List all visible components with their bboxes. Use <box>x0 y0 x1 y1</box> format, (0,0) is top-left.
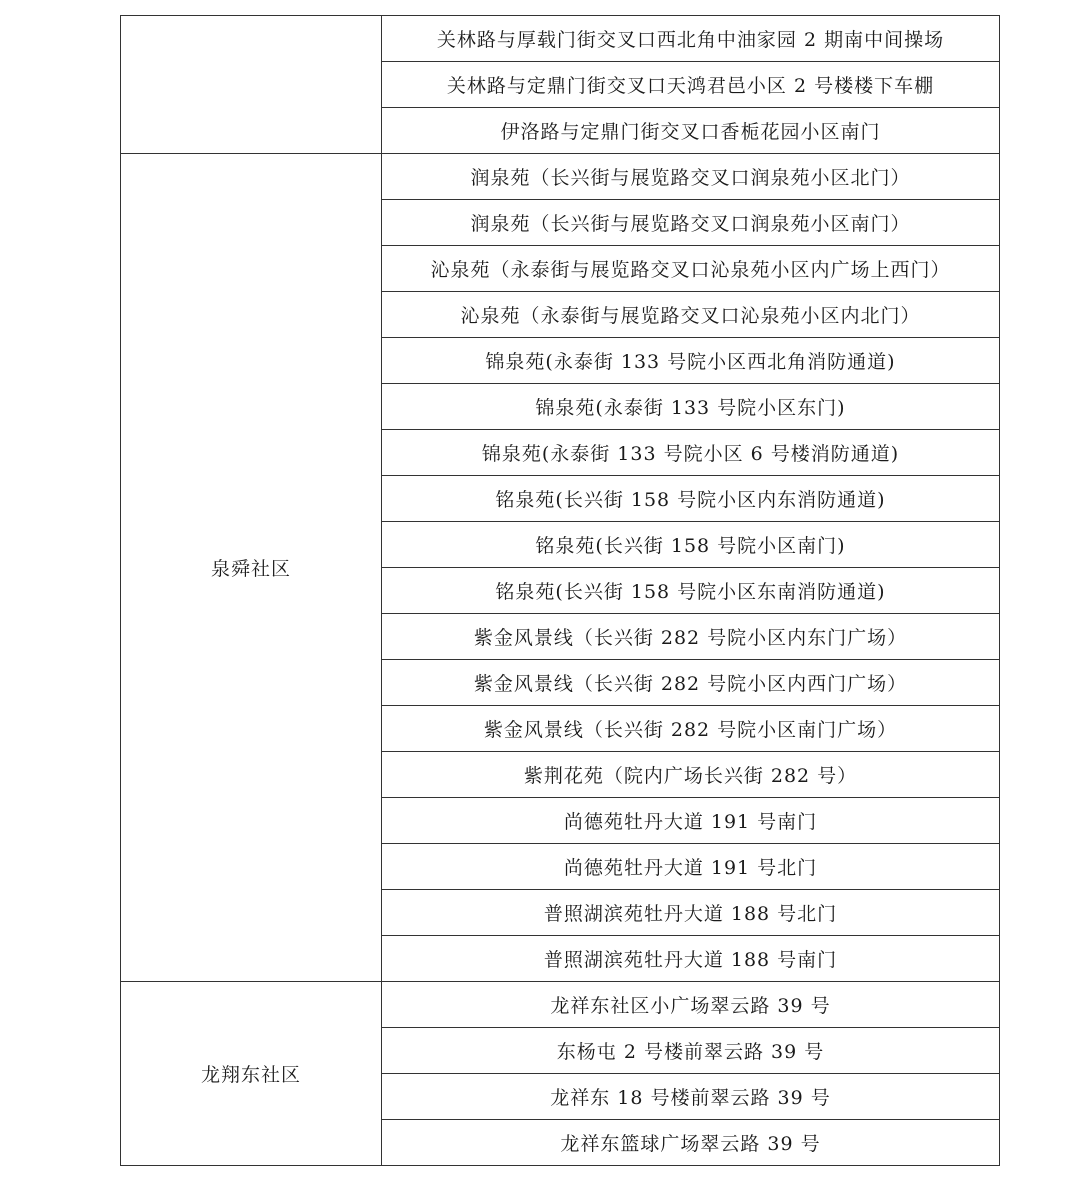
community-cell: 龙翔东社区 <box>121 982 382 1166</box>
site-cell: 紫荆花苑（院内广场长兴街 282 号） <box>382 752 1000 798</box>
site-cell: 沁泉苑（永泰街与展览路交叉口沁泉苑小区内广场上西门） <box>382 246 1000 292</box>
site-cell: 紫金风景线（长兴街 282 号院小区南门广场） <box>382 706 1000 752</box>
site-cell: 铭泉苑(长兴街 158 号院小区东南消防通道) <box>382 568 1000 614</box>
site-cell: 伊洛路与定鼎门街交叉口香栀花园小区南门 <box>382 108 1000 154</box>
site-cell: 龙祥东社区小广场翠云路 39 号 <box>382 982 1000 1028</box>
community-cell <box>121 16 382 154</box>
site-cell: 尚德苑牡丹大道 191 号南门 <box>382 798 1000 844</box>
site-cell: 锦泉苑(永泰街 133 号院小区 6 号楼消防通道) <box>382 430 1000 476</box>
site-cell: 关林路与厚载门街交叉口西北角中油家园 2 期南中间操场 <box>382 16 1000 62</box>
community-cell: 泉舜社区 <box>121 154 382 982</box>
table-row <box>121 154 1000 200</box>
table-row <box>121 16 1000 62</box>
site-cell: 普照湖滨苑牡丹大道 188 号南门 <box>382 936 1000 982</box>
site-cell: 东杨屯 2 号楼前翠云路 39 号 <box>382 1028 1000 1074</box>
site-cell: 紫金风景线（长兴街 282 号院小区内东门广场） <box>382 614 1000 660</box>
site-cell: 锦泉苑(永泰街 133 号院小区东门) <box>382 384 1000 430</box>
table-body <box>121 16 1000 1166</box>
site-cell: 关林路与定鼎门街交叉口天鸿君邑小区 2 号楼楼下车棚 <box>382 62 1000 108</box>
table-row <box>121 982 1000 1028</box>
site-cell: 龙祥东 18 号楼前翠云路 39 号 <box>382 1074 1000 1120</box>
site-cell: 润泉苑（长兴街与展览路交叉口润泉苑小区南门） <box>382 200 1000 246</box>
sampling-sites-table <box>120 15 1000 1166</box>
site-cell: 尚德苑牡丹大道 191 号北门 <box>382 844 1000 890</box>
site-cell: 润泉苑（长兴街与展览路交叉口润泉苑小区北门） <box>382 154 1000 200</box>
site-cell: 沁泉苑（永泰街与展览路交叉口沁泉苑小区内北门） <box>382 292 1000 338</box>
site-cell: 锦泉苑(永泰街 133 号院小区西北角消防通道) <box>382 338 1000 384</box>
site-cell: 普照湖滨苑牡丹大道 188 号北门 <box>382 890 1000 936</box>
site-cell: 铭泉苑(长兴街 158 号院小区内东消防通道) <box>382 476 1000 522</box>
site-cell: 铭泉苑(长兴街 158 号院小区南门) <box>382 522 1000 568</box>
site-cell: 龙祥东篮球广场翠云路 39 号 <box>382 1120 1000 1166</box>
site-cell: 紫金风景线（长兴街 282 号院小区内西门广场） <box>382 660 1000 706</box>
